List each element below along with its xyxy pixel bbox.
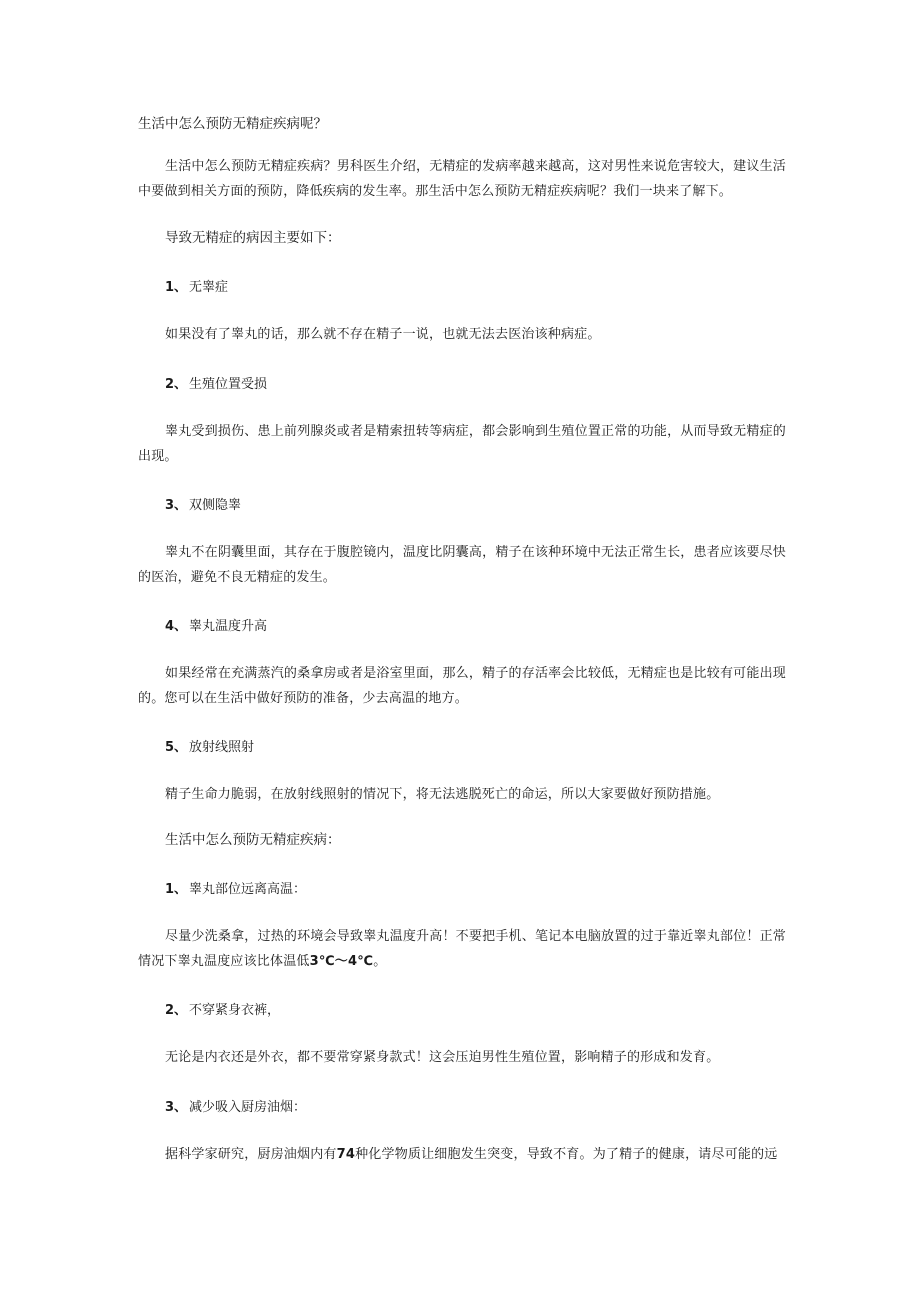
page-title: 生活中怎么预防无精症疾病呢？ <box>138 116 327 132</box>
causes-heading: 导致无精症的病因主要如下： <box>165 230 341 246</box>
cause-5-heading <box>165 738 813 758</box>
prevention-2-paragraph: 无论是内衣还是外衣，都不要常穿紧身款式！这会压迫男性生殖位置，影响精子的形成和发育。 <box>165 1050 720 1065</box>
prevention-3-heading <box>165 1098 813 1118</box>
prevention-1-text-a: 尽量少洗桑拿，过热的环境会导致睾丸温度升高！不要把手机、笔记本电脑放置的过于靠近睾丸部位！正常情况下睾丸温度应该比体温低 <box>138 929 786 969</box>
cause-3-paragraph: 睾丸不在阴囊里面，其存在于腹腔镜内，温度比阴囊高，精子在该种环境中无法正常生长，患者应该要尽快的医治，避免不良无精症的发生。 <box>138 545 786 585</box>
cause-5-paragraph: 精子生命力脆弱，在放射线照射的情况下，将无法逃脱死亡的命运，所以大家要做好预防措施。 <box>165 787 720 802</box>
cause-3-title: 双侧隐睾 <box>189 498 242 513</box>
intro-paragraph: 生活中怎么预防无精症疾病？男科医生介绍，无精症的发病率越来越高，这对男性来说危害较大，建议生活中要做到相关方面的预防，降低疾病的发生率。那生活中怎么预防无精症疾病呢？我们一块来了解下。 <box>138 159 786 199</box>
cause-4-paragraph: 如果经常在充满蒸汽的桑拿房或者是浴室里面，那么，精子的存活率会比较低，无精症也是比较有可能出现的。您可以在生活中做好预防的准备，少去高温的地方。 <box>138 666 786 706</box>
prevention-3-paragraph <box>138 1142 786 1167</box>
cause-1-heading <box>165 278 813 298</box>
prevention-3-emphasis: 74 <box>336 1147 356 1162</box>
prevention-1-text-b: 。 <box>373 954 387 969</box>
prevention-1-heading <box>165 880 813 900</box>
cause-3-number: 3、 <box>165 498 188 513</box>
cause-5-title: 放射线照射 <box>189 740 255 755</box>
cause-2-paragraph: 睾丸受到损伤、患上前列腺炎或者是精索扭转等病症，都会影响到生殖位置正常的功能，从而导致无精症的出现。 <box>138 424 786 464</box>
prevention-1-number: 1、 <box>165 882 188 897</box>
cause-1-paragraph: 如果没有了睾丸的话，那么就不存在精子一说，也就无法去医治该种病症。 <box>165 327 601 342</box>
cause-3-heading <box>165 496 813 516</box>
prevention-3-text-a: 据科学家研究，厨房油烟内有 <box>165 1147 337 1162</box>
prevention-3-title: 减少吸入厨房油烟： <box>189 1100 307 1115</box>
prevention-3-number: 3、 <box>165 1100 188 1115</box>
cause-1-title: 无睾症 <box>189 280 229 295</box>
cause-2-title: 生殖位置受损 <box>189 377 268 392</box>
prevention-1-paragraph <box>138 924 786 974</box>
cause-4-heading <box>165 617 813 637</box>
prevention-2-heading <box>165 1001 813 1021</box>
prevention-1-emphasis: 3℃～4℃ <box>309 954 374 969</box>
cause-4-number: 4、 <box>165 619 188 634</box>
cause-2-number: 2、 <box>165 377 188 392</box>
prevention-2-number: 2、 <box>165 1003 188 1018</box>
cause-2-heading <box>165 375 813 395</box>
prevention-3-text-b: 种化学物质让细胞发生突变，导致不育。为了精子的健康，请尽可能的远 <box>355 1147 778 1162</box>
prevention-2-title: 不穿紧身衣裤， <box>189 1003 281 1018</box>
prevention-1-title: 睾丸部位远离高温： <box>189 882 307 897</box>
cause-5-number: 5、 <box>165 740 188 755</box>
cause-1-number: 1、 <box>165 280 188 295</box>
cause-4-title: 睾丸温度升高 <box>189 619 268 634</box>
prevention-heading: 生活中怎么预防无精症疾病： <box>165 832 341 848</box>
